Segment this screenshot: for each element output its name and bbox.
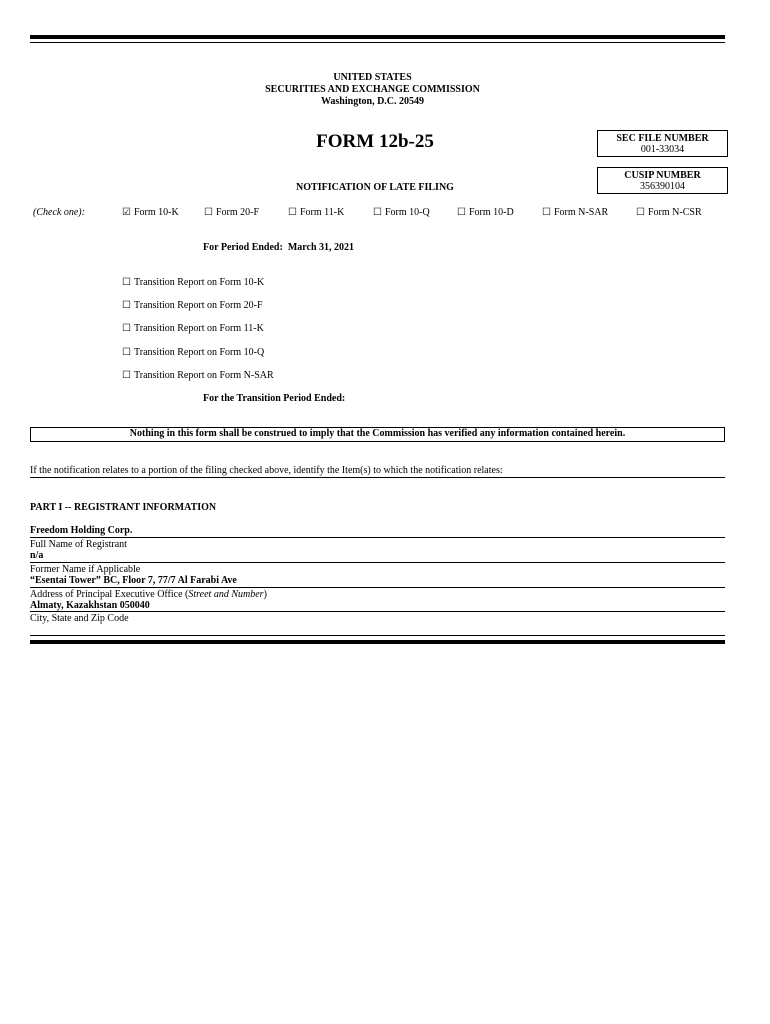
- sec-file-number-label: SEC FILE NUMBER: [616, 133, 709, 144]
- sec-file-number-box: [597, 130, 728, 157]
- option-label: Transition Report on Form 10-Q: [134, 347, 265, 358]
- checkbox-icon: ☐: [122, 347, 131, 358]
- form-title: FORM 12b-25: [316, 131, 434, 152]
- checkbox-form-10-q[interactable]: [373, 207, 430, 218]
- registrant-name-label: Full Name of Registrant: [30, 539, 127, 550]
- option-label: Form 20-F: [216, 207, 260, 218]
- checkbox-icon: ☐: [122, 370, 131, 381]
- address-label-end: ): [263, 589, 267, 600]
- option-label: Transition Report on Form N-SAR: [134, 370, 274, 381]
- bottom-rule-thin: [30, 635, 725, 636]
- portion-note: If the notification relates to a portion of the filing checked above, identify the Item(s) to which the notification relates:: [30, 465, 503, 476]
- checkbox-form-10-d[interactable]: [457, 207, 514, 218]
- part-1-title: PART I -- REGISTRANT INFORMATION: [30, 502, 217, 513]
- checkbox-icon: ☐: [204, 207, 213, 218]
- header-line-1: UNITED STATES: [333, 72, 412, 83]
- checkbox-transition-10-q[interactable]: [122, 347, 264, 358]
- sec-file-number-value: 001-33034: [640, 144, 685, 155]
- checkbox-form-11-k[interactable]: [288, 207, 344, 218]
- option-label: Transition Report on Form 11-K: [134, 323, 264, 334]
- option-label: Transition Report on Form 20-F: [134, 300, 263, 311]
- option-label: Form N-CSR: [648, 207, 702, 218]
- cusip-number-value: 356390104: [640, 181, 685, 192]
- address-value: “Esentai Tower” BC, Floor 7, 77/7 Al Farabi Ave: [30, 575, 237, 586]
- address-label: [30, 589, 267, 600]
- field-rule: [30, 611, 725, 612]
- header-line-2: SECURITIES AND EXCHANGE COMMISSION: [265, 84, 480, 95]
- checkbox-transition-20-f[interactable]: [122, 300, 263, 311]
- option-label: Form 11-K: [300, 207, 345, 218]
- top-rule-thick: [30, 35, 725, 39]
- checkbox-icon: ☐: [122, 277, 131, 288]
- checkbox-icon: ☐: [122, 300, 131, 311]
- notification-title: NOTIFICATION OF LATE FILING: [296, 182, 454, 193]
- city-label: City, State and Zip Code: [30, 613, 129, 624]
- checkbox-icon: ☐: [122, 323, 131, 334]
- check-one-label: (Check one):: [33, 207, 85, 218]
- field-rule: [30, 562, 725, 563]
- checkbox-form-20-f[interactable]: [204, 207, 259, 218]
- top-rule-thin: [30, 42, 725, 43]
- option-label: Form 10-K: [134, 207, 179, 218]
- checkbox-icon: ☐: [542, 207, 551, 218]
- option-label: Form N-SAR: [554, 207, 609, 218]
- header-line-3: Washington, D.C. 20549: [320, 96, 425, 107]
- verification-notice: Nothing in this form shall be construed to imply that the Commission has verified any information contained herein.: [30, 427, 725, 442]
- address-label-italic: Street and Number: [188, 589, 264, 600]
- checkbox-form-10-k[interactable]: [122, 207, 179, 218]
- transition-period-ended: For the Transition Period Ended:: [203, 393, 346, 404]
- option-label: Transition Report on Form 10-K: [134, 277, 265, 288]
- checkbox-icon: ☐: [373, 207, 382, 218]
- portion-note-rule: [30, 477, 725, 478]
- checkbox-transition-11-k[interactable]: [122, 323, 264, 334]
- checkbox-transition-10-k[interactable]: [122, 277, 264, 288]
- checkbox-icon: ☐: [288, 207, 297, 218]
- address-label-text: Address of Principal Executive Office (: [30, 589, 189, 600]
- checkbox-transition-n-sar[interactable]: [122, 370, 274, 381]
- option-label: Form 10-Q: [385, 207, 430, 218]
- checked-box-icon: ☑: [122, 207, 131, 218]
- checkbox-icon: ☐: [457, 207, 466, 218]
- cusip-number-box: [597, 167, 728, 194]
- former-name-label: Former Name if Applicable: [30, 564, 141, 575]
- field-rule: [30, 587, 725, 588]
- former-name-value: n/a: [30, 550, 44, 561]
- cusip-number-label: CUSIP NUMBER: [624, 170, 701, 181]
- period-ended: For Period Ended: March 31, 2021: [203, 242, 355, 253]
- option-label: Form 10-D: [469, 207, 514, 218]
- bottom-rule-thick: [30, 640, 725, 644]
- city-value: Almaty, Kazakhstan 050040: [30, 600, 150, 611]
- checkbox-form-n-csr[interactable]: [636, 207, 702, 218]
- registrant-name-value: Freedom Holding Corp.: [30, 525, 133, 536]
- field-rule: [30, 537, 725, 538]
- checkbox-form-n-sar[interactable]: [542, 207, 608, 218]
- checkbox-icon: ☐: [636, 207, 645, 218]
